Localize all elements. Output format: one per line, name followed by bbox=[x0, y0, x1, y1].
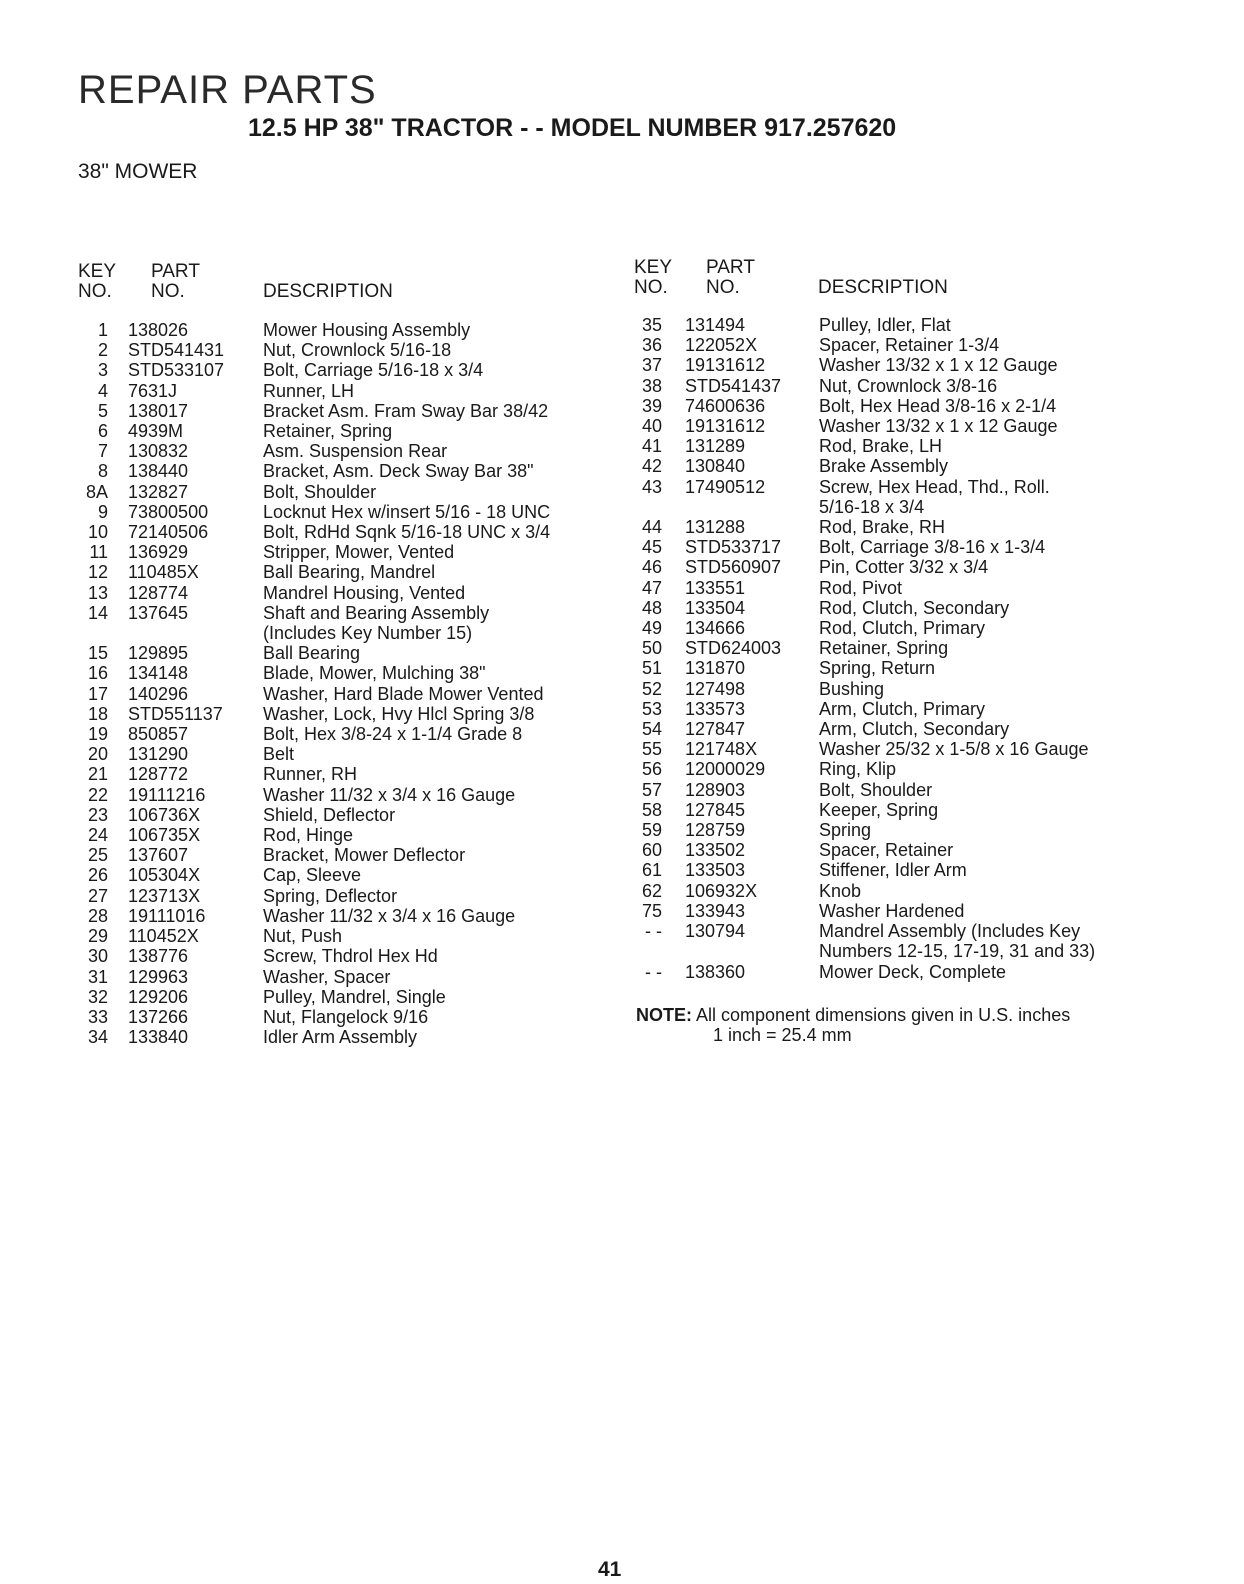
key-no-cell: 54 bbox=[641, 719, 662, 740]
key-no-cell: 41 bbox=[641, 436, 662, 457]
key-no-cell: 57 bbox=[641, 779, 662, 800]
parts-list-right bbox=[634, 315, 1154, 982]
note-text: All component dimensions given in U.S. inches bbox=[696, 1005, 1071, 1025]
section-subtitle: 38" MOWER bbox=[78, 160, 198, 183]
part-no-cell: 127498 bbox=[685, 678, 746, 699]
part-no-cell: 134666 bbox=[685, 618, 746, 639]
key-no-cell: - - bbox=[645, 961, 662, 982]
description-cell: Bolt, Carriage 3/8-16 x 1-3/4 bbox=[819, 537, 1046, 558]
key-no-cell: 30 bbox=[87, 946, 108, 967]
table-header bbox=[78, 262, 598, 302]
key-no-cell: - - bbox=[645, 921, 662, 942]
table-row bbox=[78, 401, 598, 421]
description-cell: Washer 11/32 x 3/4 x 16 Gauge bbox=[263, 905, 516, 926]
key-no-cell: 21 bbox=[87, 764, 108, 785]
key-no-cell: 13 bbox=[87, 582, 108, 603]
dimension-note bbox=[636, 1005, 1196, 1045]
description-cell: Blade, Mower, Mulching 38" bbox=[263, 663, 486, 684]
table-row bbox=[634, 335, 1154, 355]
description-cell: Rod, Clutch, Secondary bbox=[819, 597, 1010, 618]
part-no-cell: 133840 bbox=[128, 1027, 189, 1048]
table-row bbox=[78, 886, 598, 906]
part-no-cell: 136929 bbox=[128, 542, 189, 563]
key-no-cell: 11 bbox=[89, 542, 108, 563]
description-cell: Bracket, Mower Deflector bbox=[263, 845, 466, 866]
description-cell: Ball Bearing bbox=[263, 643, 361, 664]
header-part-no: PART NO. bbox=[706, 257, 755, 298]
table-header bbox=[634, 258, 1154, 298]
key-no-cell: 4 bbox=[97, 380, 108, 401]
description-cell: Knob bbox=[819, 880, 862, 901]
key-no-cell: 44 bbox=[641, 517, 662, 538]
table-row bbox=[634, 901, 1154, 921]
table-row bbox=[634, 739, 1154, 759]
part-no-cell: 105304X bbox=[128, 865, 201, 886]
key-no-cell: 2 bbox=[97, 340, 108, 361]
part-no-cell: STD551137 bbox=[128, 703, 223, 724]
key-no-cell: 34 bbox=[87, 1027, 108, 1048]
part-no-cell: STD533107 bbox=[128, 360, 225, 381]
table-row bbox=[78, 381, 598, 401]
part-no-cell: 131494 bbox=[685, 315, 746, 335]
part-no-cell: 130840 bbox=[685, 456, 746, 477]
description-cell: Keeper, Spring bbox=[819, 799, 939, 820]
part-no-cell: 122052X bbox=[685, 335, 758, 356]
key-no-cell: 22 bbox=[87, 784, 108, 805]
table-row bbox=[78, 1007, 598, 1027]
table-row bbox=[634, 962, 1154, 982]
key-no-cell: 51 bbox=[641, 658, 662, 679]
part-no-cell: 74600636 bbox=[685, 395, 766, 416]
parts-table-right bbox=[634, 258, 1154, 982]
key-no-cell: 6 bbox=[97, 421, 108, 442]
part-no-cell: 138360 bbox=[685, 961, 746, 982]
table-row bbox=[78, 320, 598, 340]
description-cell: Pin, Cotter 3/32 x 3/4 bbox=[819, 557, 989, 578]
description-cell: Mower Deck, Complete bbox=[819, 961, 1007, 982]
key-no-cell: 55 bbox=[641, 739, 662, 760]
description-cell: Bracket, Asm. Deck Sway Bar 38" bbox=[263, 461, 534, 482]
part-no-cell: 17490512 bbox=[685, 476, 766, 497]
note-conversion: 1 inch = 25.4 mm bbox=[713, 1025, 852, 1045]
description-cell: Stripper, Mower, Vented bbox=[263, 542, 455, 563]
key-no-cell: 27 bbox=[87, 885, 108, 906]
description-cell: Spring bbox=[819, 820, 872, 841]
header-key-no: KEY NO. bbox=[634, 257, 673, 298]
table-row bbox=[634, 618, 1154, 638]
table-row bbox=[78, 461, 598, 481]
key-no-cell: 12 bbox=[87, 562, 108, 583]
part-no-cell: 12000029 bbox=[685, 759, 766, 780]
key-no-cell: 24 bbox=[87, 825, 108, 846]
key-no-cell: 20 bbox=[87, 744, 108, 765]
part-no-cell: 138017 bbox=[128, 400, 189, 421]
table-row bbox=[634, 679, 1154, 699]
part-no-cell: 133503 bbox=[685, 860, 746, 881]
key-no-cell: 5 bbox=[97, 400, 108, 421]
table-row bbox=[78, 360, 598, 380]
key-no-cell: 49 bbox=[641, 618, 662, 639]
table-row bbox=[78, 684, 598, 704]
table-row bbox=[78, 421, 598, 441]
key-no-cell: 53 bbox=[641, 698, 662, 719]
description-cell: Screw, Thdrol Hex Hd bbox=[263, 946, 438, 967]
key-no-cell: 42 bbox=[641, 456, 662, 477]
description-cell: Ring, Klip bbox=[819, 759, 897, 780]
part-no-cell: 140296 bbox=[128, 683, 189, 704]
header-description: DESCRIPTION bbox=[263, 281, 393, 302]
part-no-cell: 138776 bbox=[128, 946, 189, 967]
header-key-no: KEY NO. bbox=[78, 261, 117, 302]
part-no-cell: 138440 bbox=[128, 461, 189, 482]
part-no-cell: 131870 bbox=[685, 658, 746, 679]
description-cell: Spring, Return bbox=[819, 658, 936, 679]
table-row bbox=[634, 719, 1154, 739]
key-no-cell: 10 bbox=[87, 522, 108, 543]
part-no-cell: 130832 bbox=[128, 441, 189, 462]
table-row bbox=[634, 921, 1154, 961]
description-cell: Rod, Hinge bbox=[263, 825, 354, 846]
description-cell: Pulley, Idler, Flat bbox=[819, 315, 951, 335]
parts-table-left bbox=[78, 262, 598, 1047]
key-no-cell: 7 bbox=[97, 441, 108, 462]
table-row bbox=[78, 583, 598, 603]
table-row bbox=[78, 946, 598, 966]
part-no-cell: 123713X bbox=[128, 885, 201, 906]
part-no-cell: 73800500 bbox=[128, 501, 209, 522]
table-row bbox=[634, 396, 1154, 416]
table-row bbox=[78, 825, 598, 845]
table-row bbox=[634, 315, 1154, 335]
description-cell: Pulley, Mandrel, Single bbox=[263, 986, 446, 1007]
key-no-cell: 25 bbox=[87, 845, 108, 866]
key-no-cell: 17 bbox=[87, 683, 108, 704]
part-no-cell: 121748X bbox=[685, 739, 758, 760]
table-row bbox=[78, 482, 598, 502]
table-row bbox=[78, 704, 598, 724]
key-no-cell: 19 bbox=[87, 724, 108, 745]
key-no-cell: 35 bbox=[641, 315, 662, 335]
description-cell: Stiffener, Idler Arm bbox=[819, 860, 967, 881]
key-no-cell: 28 bbox=[87, 905, 108, 926]
key-no-cell: 18 bbox=[87, 703, 108, 724]
part-no-cell: STD541431 bbox=[128, 340, 225, 361]
table-row bbox=[634, 355, 1154, 375]
table-row bbox=[78, 1027, 598, 1047]
table-row bbox=[78, 865, 598, 885]
description-cell: Belt bbox=[263, 744, 295, 765]
description-cell: Bolt, RdHd Sqnk 5/16-18 UNC x 3/4 bbox=[263, 522, 551, 543]
table-row bbox=[634, 537, 1154, 557]
key-no-cell: 47 bbox=[641, 577, 662, 598]
key-no-cell: 52 bbox=[641, 678, 662, 699]
description-cell: Washer 13/32 x 1 x 12 Gauge bbox=[819, 355, 1058, 376]
description-cell: Bolt, Hex 3/8-24 x 1-1/4 Grade 8 bbox=[263, 724, 523, 745]
description-cell: Rod, Brake, RH bbox=[819, 517, 946, 538]
table-row bbox=[634, 699, 1154, 719]
part-no-cell: 137266 bbox=[128, 1006, 189, 1027]
table-row bbox=[634, 759, 1154, 779]
description-cell: Retainer, Spring bbox=[263, 421, 393, 442]
part-no-cell: 133502 bbox=[685, 840, 746, 861]
table-row bbox=[634, 477, 1154, 517]
page-title: REPAIR PARTS bbox=[78, 68, 377, 112]
key-no-cell: 45 bbox=[641, 537, 662, 558]
part-no-cell: 110485X bbox=[128, 562, 199, 583]
table-row bbox=[78, 906, 598, 926]
part-no-cell: 131290 bbox=[128, 744, 189, 765]
key-no-cell: 15 bbox=[87, 643, 108, 664]
part-no-cell: 106736X bbox=[128, 804, 201, 825]
key-no-cell: 8 bbox=[97, 461, 108, 482]
description-cell: Asm. Suspension Rear bbox=[263, 441, 448, 462]
key-no-cell: 23 bbox=[87, 804, 108, 825]
part-no-cell: 110452X bbox=[128, 926, 199, 947]
part-no-cell: 129206 bbox=[128, 986, 189, 1007]
model-heading: 12.5 HP 38" TRACTOR - - MODEL NUMBER 917.257620 bbox=[248, 114, 897, 142]
part-no-cell: 134148 bbox=[128, 663, 189, 684]
description-cell: Runner, RH bbox=[263, 764, 358, 785]
description-cell: Ball Bearing, Mandrel bbox=[263, 562, 436, 583]
description-cell: Runner, LH bbox=[263, 380, 355, 401]
part-no-cell: 72140506 bbox=[128, 522, 209, 543]
description-cell: Washer, Spacer bbox=[263, 966, 391, 987]
key-no-cell: 38 bbox=[641, 375, 662, 396]
part-no-cell: 19131612 bbox=[685, 416, 766, 437]
key-no-cell: 33 bbox=[87, 1006, 108, 1027]
description-cell: Nut, Crownlock 5/16-18 bbox=[263, 340, 452, 361]
key-no-cell: 9 bbox=[97, 501, 108, 522]
table-row bbox=[634, 376, 1154, 396]
table-row bbox=[634, 436, 1154, 456]
description-cell: Bolt, Hex Head 3/8-16 x 2-1/4 bbox=[819, 395, 1057, 416]
description-cell: Mower Housing Assembly bbox=[263, 320, 471, 340]
description-cell: Washer, Hard Blade Mower Vented bbox=[263, 683, 544, 704]
table-row bbox=[78, 441, 598, 461]
part-no-cell: 137607 bbox=[128, 845, 189, 866]
description-cell: Retainer, Spring bbox=[819, 638, 949, 659]
part-no-cell: 129895 bbox=[128, 643, 189, 664]
part-no-cell: 138026 bbox=[128, 320, 189, 340]
key-no-cell: 60 bbox=[641, 840, 662, 861]
key-no-cell: 46 bbox=[641, 557, 662, 578]
part-no-cell: 19131612 bbox=[685, 355, 766, 376]
table-row bbox=[78, 603, 598, 643]
key-no-cell: 32 bbox=[87, 986, 108, 1007]
part-no-cell: 133504 bbox=[685, 597, 746, 618]
description-cell: Rod, Brake, LH bbox=[819, 436, 943, 457]
part-no-cell: 128772 bbox=[128, 764, 189, 785]
key-no-cell: 16 bbox=[87, 663, 108, 684]
description-cell: Washer, Lock, Hvy Hlcl Spring 3/8 bbox=[263, 703, 535, 724]
table-row bbox=[78, 926, 598, 946]
table-row bbox=[634, 840, 1154, 860]
table-row bbox=[78, 522, 598, 542]
table-row bbox=[634, 416, 1154, 436]
table-row bbox=[634, 820, 1154, 840]
key-no-cell: 1 bbox=[97, 320, 108, 340]
key-no-cell: 62 bbox=[641, 880, 662, 901]
description-cell: Rod, Pivot bbox=[819, 577, 903, 598]
table-row bbox=[78, 562, 598, 582]
description-cell: Shield, Deflector bbox=[263, 804, 396, 825]
part-no-cell: 129963 bbox=[128, 966, 189, 987]
description-cell: Arm, Clutch, Secondary bbox=[819, 719, 1010, 740]
key-no-cell: 56 bbox=[641, 759, 662, 780]
description-cell: Bolt, Shoulder bbox=[263, 481, 377, 502]
part-no-cell: 106932X bbox=[685, 880, 758, 901]
table-row bbox=[634, 456, 1154, 476]
key-no-cell: 37 bbox=[641, 355, 662, 376]
key-no-cell: 31 bbox=[87, 966, 108, 987]
part-no-cell: STD560907 bbox=[685, 557, 782, 578]
table-row bbox=[78, 987, 598, 1007]
table-row bbox=[78, 724, 598, 744]
description-cell: Nut, Push bbox=[263, 926, 343, 947]
note-label: NOTE: bbox=[636, 1005, 692, 1025]
part-no-cell: 850857 bbox=[128, 724, 189, 745]
part-no-cell: 133943 bbox=[685, 900, 746, 921]
table-row bbox=[78, 502, 598, 522]
description-cell: Bushing bbox=[819, 678, 885, 699]
description-cell: Spring, Deflector bbox=[263, 885, 398, 906]
table-row bbox=[634, 800, 1154, 820]
part-no-cell: 133573 bbox=[685, 698, 746, 719]
part-no-cell: STD541437 bbox=[685, 375, 782, 396]
key-no-cell: 39 bbox=[641, 395, 662, 416]
table-row bbox=[78, 967, 598, 987]
table-row bbox=[634, 557, 1154, 577]
description-cell: Cap, Sleeve bbox=[263, 865, 362, 886]
table-row bbox=[634, 881, 1154, 901]
part-no-cell: 133551 bbox=[685, 577, 746, 598]
part-no-cell: 131288 bbox=[685, 517, 746, 538]
description-cell: Washer Hardened bbox=[819, 900, 965, 921]
part-no-cell: 106735X bbox=[128, 825, 201, 846]
key-no-cell: 43 bbox=[641, 476, 662, 497]
description-cell: Washer 13/32 x 1 x 12 Gauge bbox=[819, 416, 1058, 437]
description-cell: Nut, Flangelock 9/16 bbox=[263, 1006, 429, 1027]
key-no-cell: 40 bbox=[641, 416, 662, 437]
table-row bbox=[78, 764, 598, 784]
description-cell: Shaft and Bearing Assembly (Includes Key Number 15) bbox=[263, 602, 490, 644]
key-no-cell: 26 bbox=[87, 865, 108, 886]
description-cell: Washer 11/32 x 3/4 x 16 Gauge bbox=[263, 784, 516, 805]
table-row bbox=[634, 598, 1154, 618]
table-row bbox=[634, 860, 1154, 880]
key-no-cell: 29 bbox=[87, 926, 108, 947]
part-no-cell: 19111216 bbox=[128, 784, 206, 805]
key-no-cell: 61 bbox=[641, 860, 662, 881]
table-row bbox=[78, 744, 598, 764]
table-row bbox=[78, 340, 598, 360]
table-row bbox=[634, 658, 1154, 678]
table-row bbox=[78, 805, 598, 825]
key-no-cell: 59 bbox=[641, 820, 662, 841]
table-row bbox=[634, 638, 1154, 658]
part-no-cell: 137645 bbox=[128, 602, 189, 623]
table-row bbox=[634, 780, 1154, 800]
part-no-cell: 130794 bbox=[685, 921, 746, 942]
description-cell: Mandrel Assembly (Includes Key Numbers 12-15, 17-19, 31 and 33) bbox=[819, 921, 1096, 962]
key-no-cell: 50 bbox=[641, 638, 662, 659]
description-cell: Spacer, Retainer 1-3/4 bbox=[819, 335, 1000, 356]
key-no-cell: 3 bbox=[97, 360, 108, 381]
part-no-cell: STD624003 bbox=[685, 638, 782, 659]
description-cell: Mandrel Housing, Vented bbox=[263, 582, 466, 603]
table-row bbox=[78, 643, 598, 663]
table-row bbox=[78, 663, 598, 683]
table-row bbox=[634, 517, 1154, 537]
description-cell: Arm, Clutch, Primary bbox=[819, 698, 986, 719]
page-number: 41 bbox=[598, 1558, 622, 1581]
header-description: DESCRIPTION bbox=[818, 277, 948, 298]
part-no-cell: 131289 bbox=[685, 436, 746, 457]
part-no-cell: 7631J bbox=[128, 380, 178, 401]
description-cell: Screw, Hex Head, Thd., Roll. 5/16-18 x 3/4 bbox=[819, 476, 1050, 517]
description-cell: Locknut Hex w/insert 5/16 - 18 UNC bbox=[263, 501, 551, 522]
table-row bbox=[78, 845, 598, 865]
key-no-cell: 58 bbox=[641, 799, 662, 820]
key-no-cell: 48 bbox=[641, 597, 662, 618]
table-row bbox=[78, 785, 598, 805]
description-cell: Brake Assembly bbox=[819, 456, 949, 477]
header-part-no: PART NO. bbox=[151, 261, 200, 302]
part-no-cell: 127845 bbox=[685, 799, 746, 820]
description-cell: Idler Arm Assembly bbox=[263, 1027, 418, 1048]
description-cell: Bolt, Carriage 5/16-18 x 3/4 bbox=[263, 360, 484, 381]
part-no-cell: 128759 bbox=[685, 820, 746, 841]
description-cell: Rod, Clutch, Primary bbox=[819, 618, 986, 639]
description-cell: Washer 25/32 x 1-5/8 x 16 Gauge bbox=[819, 739, 1089, 760]
part-no-cell: STD533717 bbox=[685, 537, 782, 558]
description-cell: Nut, Crownlock 3/8-16 bbox=[819, 375, 998, 396]
key-no-cell: 8A bbox=[85, 481, 108, 502]
description-cell: Bracket Asm. Fram Sway Bar 38/42 bbox=[263, 400, 549, 421]
part-no-cell: 128903 bbox=[685, 779, 746, 800]
part-no-cell: 4939M bbox=[128, 421, 184, 442]
part-no-cell: 127847 bbox=[685, 719, 746, 740]
part-no-cell: 132827 bbox=[128, 481, 189, 502]
table-row bbox=[634, 578, 1154, 598]
description-cell: Bolt, Shoulder bbox=[819, 779, 933, 800]
part-no-cell: 19111016 bbox=[128, 905, 206, 926]
part-no-cell: 128774 bbox=[128, 582, 189, 603]
table-row bbox=[78, 542, 598, 562]
key-no-cell: 75 bbox=[641, 900, 662, 921]
key-no-cell: 36 bbox=[641, 335, 662, 356]
description-cell: Spacer, Retainer bbox=[819, 840, 954, 861]
parts-list-left bbox=[78, 320, 598, 1047]
key-no-cell: 14 bbox=[87, 602, 108, 623]
